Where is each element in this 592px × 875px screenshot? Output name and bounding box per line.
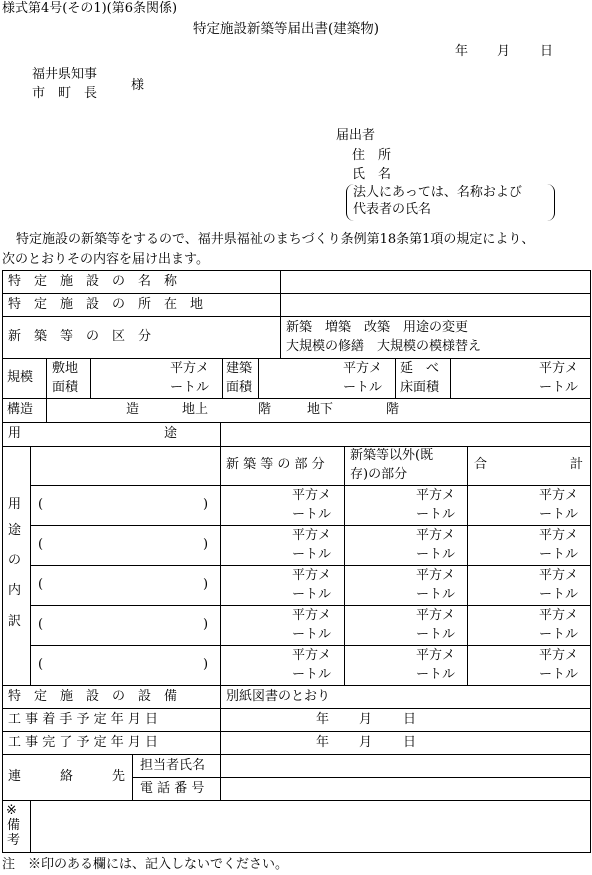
paren-open: (	[38, 617, 44, 632]
breakdown-label-1: 用	[8, 497, 22, 512]
site-area-label-1: 敷地	[52, 361, 79, 376]
breakdown-label-3: の	[8, 553, 22, 568]
unit-text: ートル	[416, 507, 456, 522]
construction-type-options-1: 新築 増築 改築 用途の変更	[286, 320, 469, 335]
breakdown-label-4: 内	[8, 583, 22, 598]
addressee-governor: 福井県知事	[32, 67, 98, 82]
finish-day: 日	[403, 735, 417, 750]
unit-text: 平方メ	[292, 608, 332, 623]
remarks-label-1: 備	[7, 818, 21, 833]
unit-text: ートル	[292, 627, 332, 642]
unit-text: ートル	[292, 667, 332, 682]
applicant-heading: 届出者	[336, 128, 376, 143]
intro-line-1: 特定施設の新築等をするので、福井県福祉のまちづくり条例第18条第1項の規定により、	[16, 232, 535, 247]
start-year: 年	[316, 712, 330, 727]
addressee-mayor: 市 町 長	[32, 86, 98, 101]
form-id: 様式第4号(その1)(第6条関係)	[2, 1, 178, 16]
paren-open: (	[38, 537, 44, 552]
unit-text: 平方メ	[292, 488, 332, 503]
unit-text: ートル	[292, 587, 332, 602]
unit-text: ートル	[292, 547, 332, 562]
unit-text: 平方メ	[292, 648, 332, 663]
structure-below: 地下	[307, 402, 334, 417]
start-month: 月	[359, 712, 373, 727]
applicant-note-line2: 代表者の氏名	[353, 202, 432, 217]
footnote: 注 ※印のある欄には、記入しないでください。	[2, 857, 289, 872]
paren-open: (	[38, 577, 44, 592]
use-label: 用 途	[8, 426, 178, 441]
building-area-unit-2: ートル	[343, 380, 383, 395]
construction-type-options-2: 大規模の修繕 大規模の模様替え	[286, 339, 482, 354]
col-other-header-2: 存)の部分	[350, 467, 408, 482]
paren-open: (	[38, 657, 44, 672]
finish-date-label: 工 事 完 了 予 定 年 月 日	[8, 735, 159, 750]
site-area-unit-2: ートル	[170, 380, 210, 395]
unit-text: ートル	[416, 627, 456, 642]
equipment-value: 別紙図書のとおり	[226, 689, 331, 704]
unit-text: 平方メ	[539, 568, 579, 583]
date-year: 年	[455, 44, 469, 59]
unit-text: ートル	[416, 587, 456, 602]
unit-text: 平方メ	[292, 528, 332, 543]
floor-area-unit-2: ートル	[539, 380, 579, 395]
finish-month: 月	[359, 735, 373, 750]
contact-phone-label: 電 話 番 号	[140, 781, 205, 796]
paren-close: )	[203, 577, 209, 592]
floor-area-unit-1: 平方メ	[539, 361, 579, 376]
unit-text: ートル	[416, 667, 456, 682]
applicant-address-label: 住 所	[352, 148, 392, 163]
paren-close: )	[203, 497, 209, 512]
scale-label: 規模	[7, 370, 34, 385]
floor-area-label-1: 延 べ	[400, 361, 440, 376]
facility-location-label: 特 定 施 設 の 所 在 地	[8, 297, 204, 312]
addressee-honorific: 様	[131, 78, 145, 93]
unit-text: ートル	[539, 667, 579, 682]
unit-text: ートル	[292, 507, 332, 522]
facility-name-label: 特 定 施 設 の 名 称	[8, 274, 178, 289]
unit-text: 平方メ	[416, 488, 456, 503]
unit-text: 平方メ	[539, 488, 579, 503]
unit-text: 平方メ	[292, 568, 332, 583]
paren-close: )	[203, 657, 209, 672]
equipment-label: 特 定 施 設 の 設 備	[8, 689, 178, 704]
unit-text: ートル	[539, 547, 579, 562]
unit-text: 平方メ	[539, 608, 579, 623]
floor-area-label-2: 床面積	[400, 380, 440, 395]
breakdown-label-5: 訳	[8, 614, 22, 629]
remarks-mark: ※	[6, 803, 17, 818]
col-total-header-2: 計	[570, 457, 584, 472]
start-date-label: 工 事 着 手 予 定 年 月 日	[8, 712, 159, 727]
page-title: 特定施設新築等届出書(建築物)	[193, 21, 380, 37]
building-area-unit-1: 平方メ	[343, 361, 383, 376]
contact-person-label: 担当者氏名	[140, 758, 206, 773]
unit-text: 平方メ	[416, 608, 456, 623]
unit-text: ートル	[539, 507, 579, 522]
structure-label: 構造	[7, 402, 34, 417]
intro-line-2: 次のとおりその内容を届け出ます。	[2, 252, 209, 267]
breakdown-label-2: 途	[8, 523, 22, 538]
col-other-header-1: 新築等以外(既	[350, 448, 434, 463]
date-day: 日	[540, 44, 554, 59]
applicant-note-line1: 法人にあっては、名称および	[353, 185, 522, 200]
structure-zo: 造	[126, 402, 140, 417]
date-month: 月	[497, 44, 511, 59]
structure-above: 地上	[182, 402, 209, 417]
structure-floor: 階	[258, 402, 272, 417]
applicant-name-label: 氏 名	[352, 167, 392, 182]
unit-text: 平方メ	[539, 648, 579, 663]
structure-floor-2: 階	[386, 402, 400, 417]
unit-text: ートル	[539, 627, 579, 642]
site-area-label-2: 面積	[52, 380, 79, 395]
paren-open: (	[38, 497, 44, 512]
paren-close: )	[203, 537, 209, 552]
building-area-label-1: 建築	[226, 361, 253, 376]
paren-close: )	[203, 617, 209, 632]
col-new-header: 新 築 等 の 部 分	[226, 457, 325, 472]
start-day: 日	[403, 712, 417, 727]
applicant-note-bracket	[346, 184, 555, 221]
col-total-header-1: 合	[474, 457, 488, 472]
remarks-label-2: 考	[7, 833, 21, 848]
unit-text: 平方メ	[539, 528, 579, 543]
unit-text: ートル	[539, 587, 579, 602]
construction-type-label: 新 築 等 の 区 分	[8, 329, 152, 344]
site-area-unit-1: 平方メ	[170, 361, 210, 376]
unit-text: 平方メ	[416, 568, 456, 583]
contact-label: 連 絡 先	[8, 769, 126, 784]
finish-year: 年	[316, 735, 330, 750]
unit-text: ートル	[416, 547, 456, 562]
unit-text: 平方メ	[416, 648, 456, 663]
building-area-label-2: 面積	[226, 380, 253, 395]
unit-text: 平方メ	[416, 528, 456, 543]
